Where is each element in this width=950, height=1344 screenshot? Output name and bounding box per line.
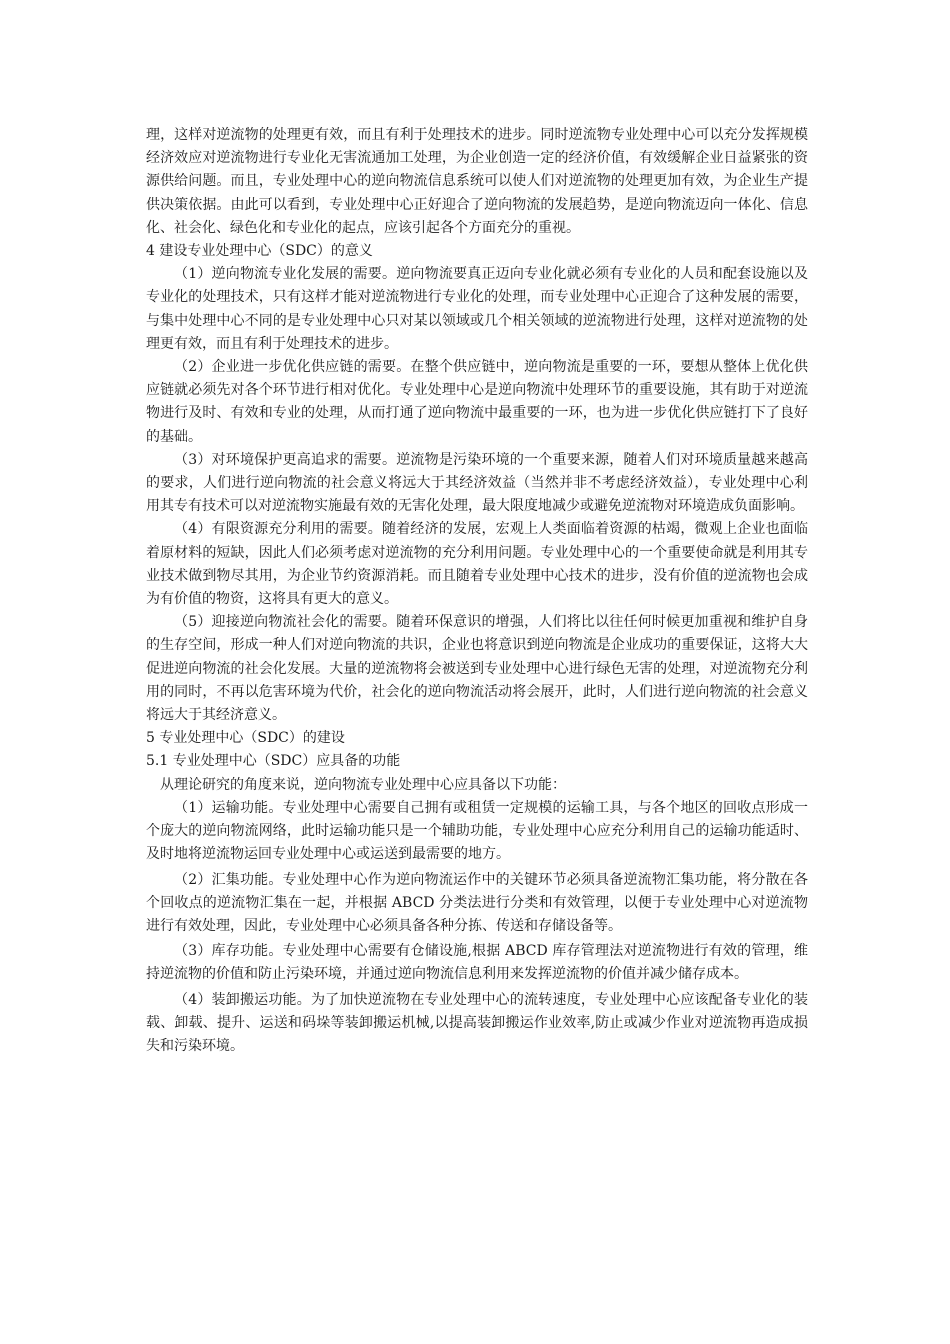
section-heading-4: 4 建设专业处理中心（SDC）的意义 [146, 243, 373, 260]
paragraph-4-3: （3）对环境保护更高追求的需要。逆流物是污染环境的一个重要来源，随着人们对环境质量越来越高的要求，人们进行逆向物流的社会意义将远大于其经济效益（当然并非不考虑经济效益），专业处理中心利用其专有技术可以对逆流物实施最有效的无害化处理，最大限度地减少或避免逆流物对环境造成负面影响。 [146, 451, 808, 515]
paragraph-intro-continued: 理，这样对逆流物的处理更有效，而且有利于处理技术的进步。同时逆流物专业处理中心可以充分发挥规模经济效应对逆流物进行专业化无害流通加工处理，为企业创造一定的经济价值，有效缓解企业日益紧张的资源供给问题。而且，专业处理中心的逆向物流信息系统可以使人们对逆流物的处理更加有效，为企业生产提供决策依据。由此可以看到，专业处理中心正好迎合了逆向物流的发展趋势，是逆向物流迈向一体化、信息化、社会化、绿色化和专业化的起点，应该引起各个方面充分的重视。 [146, 127, 808, 236]
paragraph-5-1-2: （2）汇集功能。专业处理中心作为逆向物流运作中的关键环节必须具备逆流物汇集功能，将分散在各个回收点的逆流物汇集在一起，并根据 ABCD 分类法进行分类和有效管理，以便于专业处理中心对逆流物进行有效处理，因此，专业处理中心必须具备各种分拣、传送和存储设备等。 [146, 871, 808, 934]
document-page [146, 124, 808, 1058]
paragraph-4-4: （4）有限资源充分利用的需要。随着经济的发展，宏观上人类面临着资源的枯竭，微观上企业也面临着原材料的短缺，因此人们必须考虑对逆流物的充分利用问题。专业处理中心的一个重要使命就是利用其专业技术做到物尽其用，为企业节约资源消耗。而且随着专业处理中心技术的进步，没有价值的逆流物也会成为有价值的物资，这将具有更大的意义。 [146, 521, 808, 608]
paragraph-4-5: （5）迎接逆向物流社会化的需要。随着环保意识的增强，人们将比以往任何时候更加重视和维护自身的生存空间，形成一种人们对逆向物流的共识，企业也将意识到逆向物流是企业成功的重要保证，这将大大促进逆向物流的社会化发展。大量的逆流物将会被送到专业处理中心进行绿色无害的处理，对逆流物充分利用的同时，不再以危害环境为代价，社会化的逆向物流活动将会展开，此时，人们进行逆向物流的社会意义将远大于其经济意义。 [146, 614, 808, 724]
paragraph-5-1-intro: 从理论研究的角度来说，逆向物流专业处理中心应具备以下功能： [160, 776, 566, 793]
paragraph-5-1-4: （4）装卸搬运功能。为了加快逆流物在专业处理中心的流转速度，专业处理中心应该配备专业化的装载、卸载、提升、运送和码垛等装卸搬运机械,以提高装卸搬运作业效率,防止或减少作业对逆流物再造成损失和污染环境。 [146, 991, 808, 1054]
subsection-heading-5-1: 5.1 专业处理中心（SDC）应具备的功能 [146, 753, 401, 770]
paragraph-5-1-3: （3）库存功能。专业处理中心需要有仓储设施,根据 ABCD 库存管理法对逆流物进行有效的管理，维持逆流物的价值和防止污染环境，并通过逆向物流信息利用来发挥逆流物的价值并减少储存成本。 [146, 943, 808, 983]
section-heading-5: 5 专业处理中心（SDC）的建设 [146, 730, 345, 747]
paragraph-4-2: （2）企业进一步优化供应链的需要。在整个供应链中，逆向物流是重要的一环，要想从整体上优化供应链就必须先对各个环节进行相对优化。专业处理中心是逆向物流中处理环节的重要设施，其有助于对逆流物进行及时、有效和专业的处理，从而打通了逆向物流中最重要的一环，也为进一步优化供应链打下了良好的基础。 [146, 359, 808, 445]
paragraph-4-1: （1）逆向物流专业化发展的需要。逆向物流要真正迈向专业化就必须有专业化的人员和配套设施以及专业化的处理技术，只有这样才能对逆流物进行专业化的处理，而专业处理中心正迎合了这种发展的需要，与集中处理中心不同的是专业处理中心只对某以领域或几个相关领域的逆流物进行处理，这样对逆流物的处理更有效，而且有利于处理技术的进步。 [146, 266, 808, 352]
paragraph-5-1-1: （1）运输功能。专业处理中心需要自己拥有或租赁一定规模的运输工具，与各个地区的回收点形成一个庞大的逆向物流网络，此时运输功能只是一个辅助功能，专业处理中心应充分利用自己的运输功能适时、及时地将逆流物运回专业处理中心或运送到最需要的地方。 [146, 799, 808, 863]
